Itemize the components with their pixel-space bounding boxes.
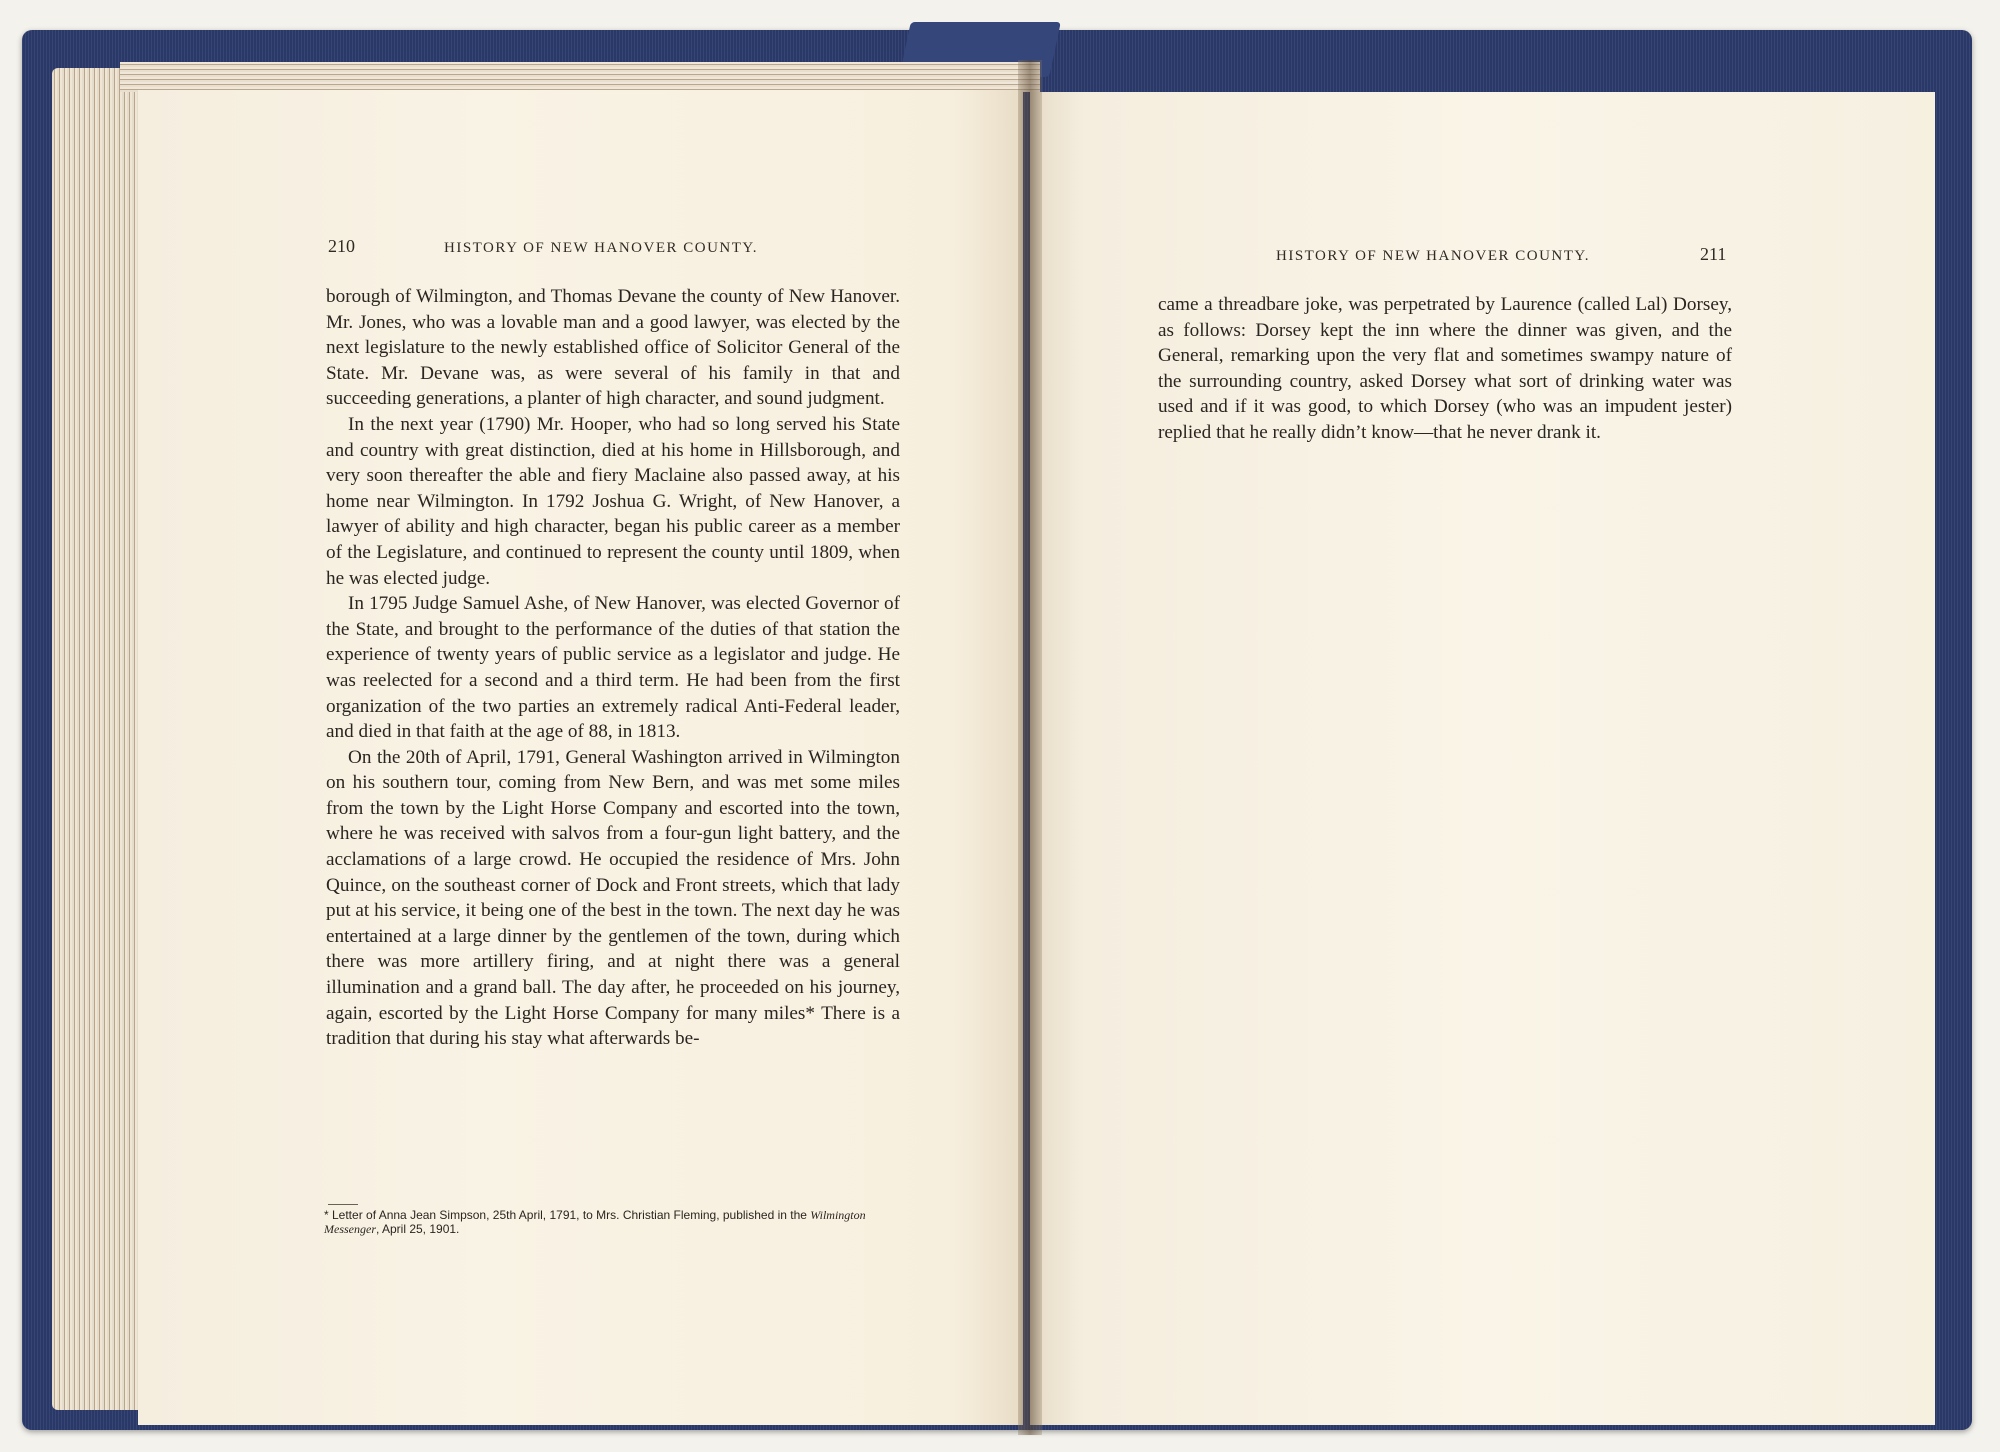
footnote-newspaper: Wilmington Messenger [324,1208,866,1236]
right-page-body [1158,292,1732,446]
left-page-body [326,284,900,1052]
paragraph-3: In 1795 Judge Samuel Ashe, of New Hanover, was elected Governor of the State, and brought to the performance of the duties of that station the experience of twenty years of public service as a legislator and judge. He was reelected for a second and a third term. He had been from the first organization of the two parties an extremely radical Anti-Federal leader, and died in that faith at the age of 88, in 1813. [326,593,900,743]
footnote-text: * Letter of Anna Jean Simpson, 25th April, 1791, to Mrs. Christian Fleming, published in the [324,1208,811,1222]
page-edges-left [52,68,147,1410]
paragraph-2: In the next year (1790) Mr. Hooper, who had so long served his State and country with great distinction, died at his home in Hillsborough, and very soon thereafter the able and fiery Maclaine also passed away, at his home near Wilmington. In 1792 Joshua G. Wright, of New Hanover, a lawyer of ability and high character, began his public career as a member of the Legislature, and continued to represent the county until 1809, when he was elected judge. [326,413,900,589]
paragraph-4: On the 20th of April, 1791, General Washington arrived in Wilmington on his southern tour, coming from New Bern, and was met some miles from the town by the Light Horse Company and escorted into the town, where he was received with salvos from a four-gun light battery, and the acclamations of a large crowd. He occupied the residence of Mrs. John Quince, on the southeast corner of Dock and Front streets, which that lady put at his service, it being one of the best in the town. The next day he was entertained at a large dinner by the gentlemen of the town, during which there was more artillery firing, and at night there was a general illumination and a grand ball. The day after, he proceeded on his journey, again, escorted by the Light Horse Company for many miles* There is a tradition that during his stay what afterwards be- [326,746,900,1050]
page-number-right: 211 [1700,244,1727,264]
running-head-left: HISTORY OF NEW HANOVER COUNTY. [444,240,759,256]
page-number-left: 210 [328,236,355,256]
page-edges-top [120,62,1040,92]
paragraph-5: came a threadbare joke, was perpetrated by Laurence (called Lal) Dorsey, as follows: Dorsey kept the inn where the dinner was given, and the General, remarking upon the very flat and sometimes swampy nature of the surrounding country, asked Dorsey what sort of drinking water was used and if it was good, to which Dorsey (who was an impudent jester) replied that he really didn’t know—that he never drank it. [1158,294,1732,443]
footnote-rule [328,1204,358,1205]
book-gutter [1018,60,1042,1435]
running-head-right: HISTORY OF NEW HANOVER COUNTY. [1276,248,1591,264]
footnote [324,1208,899,1236]
footnote-date: , April 25, 1901. [375,1222,460,1236]
paragraph-1: borough of Wilmington, and Thomas Devane the county of New Hanover. Mr. Jones, who was a lovable man and a good lawyer, was elected by the next legislature to the newly established office of Solicitor General of the State. Mr. Devane was, as were several of his family in that and succeeding generations, a planter of high character, and sound judgment. [326,286,900,410]
